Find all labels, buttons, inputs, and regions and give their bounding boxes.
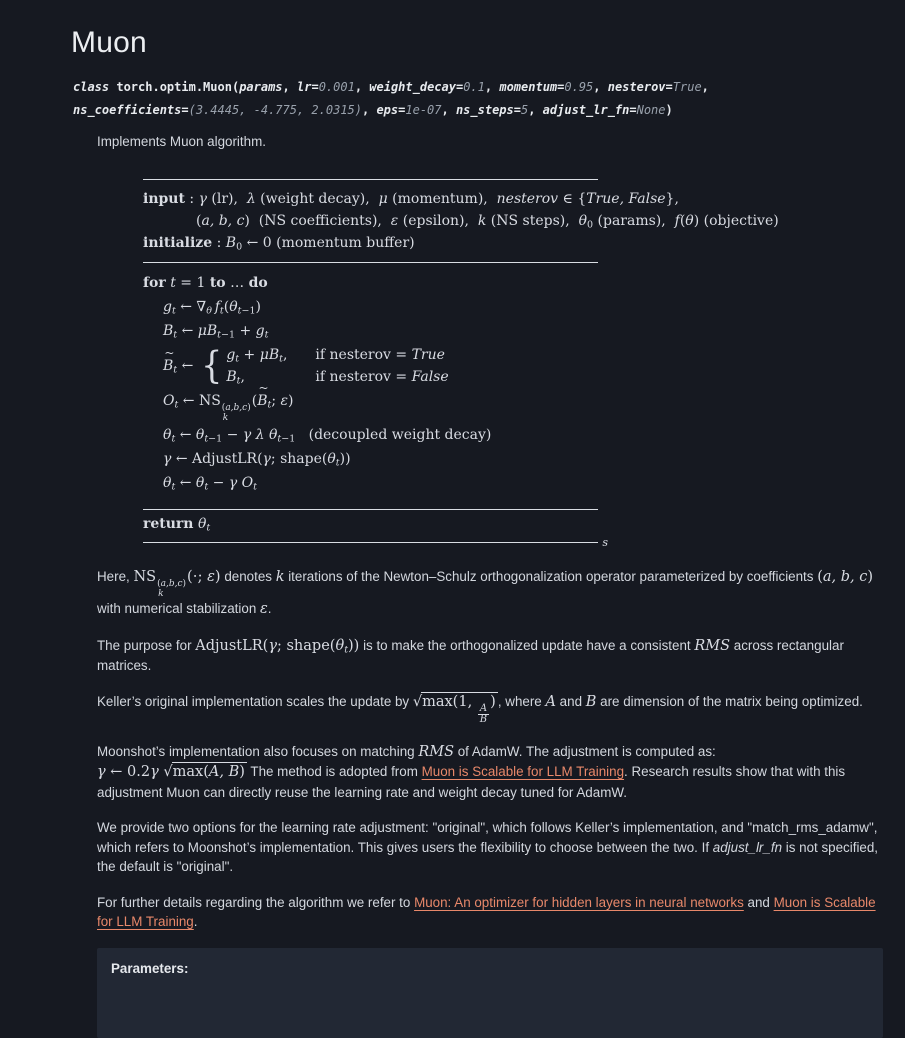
signature-token-val: 0.1 [463,80,485,94]
algorithm-rule-bottom [143,536,608,549]
signature-token-op: = [311,80,319,94]
signature-token-op: = [455,80,464,94]
signature-token-op: = [513,103,521,117]
signature-token-kw: class [73,80,117,94]
algorithm-line: γ ← AdjustLR(γ; $shape(\theta_t)$) [163,451,351,469]
paragraph: Here, NS (a,b,c) k (⋅; ε) denotes k iterations of the Newton–Schulz orthogonalization operator parameterized by coefficients (a, b, c) with numerical stabilization ε. [97,569,874,617]
signature-token-param: eps [376,103,399,117]
class-signature [73,76,733,122]
algorithm-line: for t = 1 to … do [143,275,268,291]
signature-token-val: 0.95 [564,80,594,94]
signature-token-punct: , [441,103,456,117]
paragraph: Keller’s original implementation scales the update by √max(1, $\frac{A}{B}$ ) , where A and B are dimension of the matrix being optimized. [97,693,863,725]
signature-token-val: 1e-07 [405,103,442,117]
algo-head [143,180,779,262]
paragraphs [97,567,883,932]
signature-token-param: adjust_lr_fn [542,103,630,117]
algorithm-rule-mid [143,262,598,263]
class-description: Implements Muon algorithm. [97,134,266,149]
signature-token-punct: , [593,80,608,94]
signature-token-param: momentum [499,80,558,94]
algorithm-line: $\theta_t$ ← $\theta_t - \gamma$ $O_t$ [163,475,257,493]
signature-token-op: = [629,103,637,117]
signature-token-punct: , [354,80,370,94]
algorithm-line: $\theta_t$ ← $\theta_{t-1} - \gamma$ λ $\theta_{t-1}$ (decoupled weight decay) [163,427,492,445]
signature-token-param: ns_steps [455,103,514,117]
signature-token-punct: , [528,103,543,117]
algo-foot [143,510,598,542]
algorithm-block [143,179,779,549]
signature-token-op: = [398,103,406,117]
algorithm-line: input : γ (lr), λ (weight decay), μ (momentum), nesterov ∈ {True, False}, [143,191,679,207]
algo-body [143,263,598,509]
signature-token-val: (3.4445, -4.775, 2.0315) [188,103,362,117]
signature-token-val: 5 [520,103,529,117]
algorithm-line: B ~ $_t$ ← { $g_t + \mu B_t$, if nesterov = True $B_t$, if nesterov = False [163,344,449,387]
signature-token-paren: ) [665,103,673,117]
algorithm-line: $O_t$ ← NS (a,b,c) k (B ~ $_t$; ε) [163,381,294,423]
footnote-mark: s [602,536,608,549]
algorithm-line: (a, b, c) (NS coefficients), ε (epsilon), k (NS steps), $\theta_0$ (params), f(θ) (objective) [196,213,779,231]
algorithm-line: initialize : $B_0$ ← 0 (momentum buffer) [143,235,415,253]
paragraph: The purpose for AdjustLR(γ; $shape(\theta_t)$) is to make the orthogonalized update have a consistent RMS across rectangular matrices. [97,637,844,673]
signature-token-punct: , [484,80,500,94]
doc-link[interactable]: Muon: An optimizer for hidden layers in neural networks [414,894,744,910]
signature-token-paren: ( [231,80,240,94]
signature-token-param: params [239,80,283,94]
paragraph: For further details regarding the algorithm we refer to Muon: An optimizer for hidden layers in neural networks and Muon is Scalable for LLM Training. [97,894,876,929]
signature-token-param: lr [297,80,312,94]
paragraph: Moonshot’s implementation also focuses on matching RMS of AdamW. The adjustment is computed as: γ ← 0.2γ √max(A, B) The method is adopted from Muon is Scalable for LLM Training. Research results show that with this adjustment Muon can directly reuse the learning rate and weight decay tuned for AdamW. [97,743,846,800]
signature-token-param: nesterov [607,80,666,94]
signature-token-val: None [636,103,666,117]
page-title: Muon [71,26,147,59]
signature-token-op: = [557,80,565,94]
signature-token-param: ns_coefficients [73,103,182,117]
algorithm-line: return $\theta_t$ [143,516,211,534]
signature-token-val: True [672,80,702,94]
signature-token-op: = [181,103,189,117]
algorithm-rule-top [143,179,598,180]
algorithm-line: $g_t$ ← $\nabla_\theta$ $f_t(\theta_{t-1})$ [163,299,261,317]
signature-token-name: torch.optim.Muon [116,80,232,94]
paragraph: We provide two options for the learning rate adjustment: "original", which follows Keller’s implementation, and "match_rms_adamw", which refers to Moonshot’s implementation. This gives users the flexibility to choose between the two. If adjust_lr_fn is not specified, the default is "original". [97,820,879,874]
doc-link[interactable]: Muon is Scalable for LLM Training [421,764,625,779]
algorithm-line: $B_t$ ← $\mu B_{t-1} + g_t$ [163,323,269,341]
parameters-label: Parameters: [111,960,189,976]
signature-token-param: weight_decay [369,80,456,94]
algorithm-rule-low [143,509,598,510]
parameters-section [97,948,883,1038]
signature-token-op: = [665,80,673,94]
signature-token-val: 0.001 [318,80,355,94]
signature-token-punct: , [701,80,709,94]
signature-token-punct: , [362,103,377,117]
doc-link[interactable]: Muon is Scalable for LLM Training [97,894,876,929]
signature-token-punct: , [282,80,297,94]
